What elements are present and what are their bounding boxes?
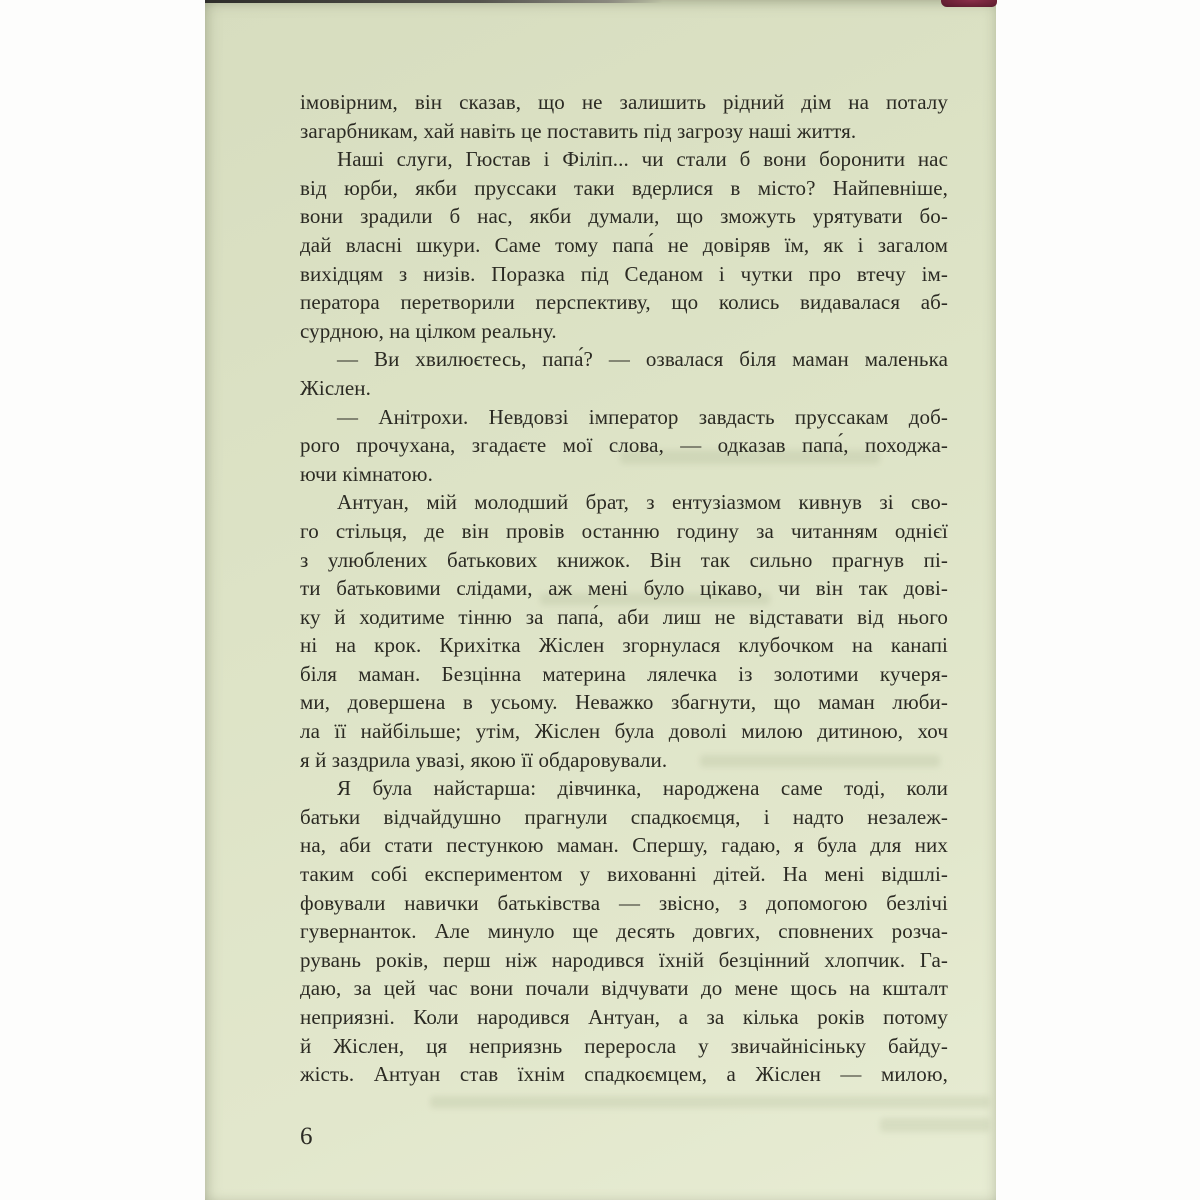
text-line: на, аби стати пестункою маман. Спершу, гадаю, я була для них <box>300 833 948 858</box>
text-line: Антуан, мій молодший брат, з ентузіазмом кивнув зі сво- <box>337 490 948 515</box>
text-line: го стільця, де він провів останню годину за читанням однієї <box>300 518 948 543</box>
text-line: ла її найбільше; утім, Жіслен була доволі милою дитиною, хоч <box>300 719 948 744</box>
text-line: вони зрадили б нас, якби думали, що зможуть урятувати бо- <box>300 204 948 229</box>
text-line: таким собі експериментом у вихованні дітей. На мені відшлі- <box>300 862 948 887</box>
text-line: — Ви хвилюєтесь, папа́? — озвалася біля маман маленька <box>337 347 948 372</box>
text-line: даю, за цей час вони почали відчувати до мене щось на кшталт <box>300 976 948 1001</box>
text-line: ючи кімнатою. <box>300 461 433 486</box>
text-block <box>300 88 948 1089</box>
text-line: Жіслен. <box>300 375 371 400</box>
text-line: Наші слуги, Гюстав і Філіп... чи стали б вони боронити нас <box>337 147 948 172</box>
text-line: біля маман. Безцінна материна лялечка із золотими кучеря- <box>300 661 948 686</box>
text-line: батьки відчайдушно прагнули спадкоємця, і надто незалеж- <box>300 804 948 829</box>
text-line: від юрби, якби пруссаки таки вдерлися в місто? Найпевніше, <box>300 175 948 200</box>
text-line: я й заздрила увазі, якою її обдаровували. <box>300 747 668 772</box>
text-line: дай власні шкури. Саме тому папа́ не довіряв їм, як і загалом <box>300 232 948 257</box>
text-line: ку й ходитиме тінню за папа́, аби лиш не відставати від нього <box>300 604 948 629</box>
text-line: й Жіслен, ця неприязнь переросла у звичайнісіньку байду- <box>300 1033 948 1058</box>
show-through-smudge <box>430 1096 990 1108</box>
text-line: гувернанток. Але минуло ще десять довгих, сповнених розча- <box>300 919 948 944</box>
text-line: ператора перетворили перспективу, що колись видавалася аб- <box>300 290 948 315</box>
page-top-edge <box>205 0 663 3</box>
text-line: ні на крок. Крихітка Жіслен згорнулася клубочком на канапі <box>300 633 948 658</box>
book-page <box>205 0 996 1200</box>
show-through-smudge <box>880 1118 990 1132</box>
text-line: ти батьковими слідами, аж мені було цікаво, чи він так дові- <box>300 576 948 601</box>
text-line: неприязні. Коли народився Антуан, а за кілька років потому <box>300 1005 948 1029</box>
text-line: Я була найстарша: дівчинка, народжена саме тоді, коли <box>337 776 948 801</box>
text-line: фовували навички батьківства — звісно, з допомогою безлічі <box>300 890 948 915</box>
text-line: з улюблених батькових книжок. Він так сильно прагнув пі- <box>300 547 948 572</box>
text-line: сурдною, на цілком реальну. <box>300 318 557 343</box>
text-line: рого прочухана, згадаєте мої слова, — одказав папа́, походжа- <box>300 433 948 458</box>
page-number: 6 <box>300 1123 313 1150</box>
text-line: — Анітрохи. Невдовзі імператор завдасть пруссакам доб- <box>337 404 948 429</box>
text-line: ми, довершена в усьому. Неважко збагнути, що маман люби- <box>300 690 948 715</box>
text-line: жість. Антуан став їхнім спадкоємцем, а Жіслен — милою, <box>300 1062 948 1087</box>
text-line: загарбникам, хай навіть це поставить під загрозу наші життя. <box>300 118 857 143</box>
book-cover-sliver <box>941 0 997 7</box>
text-line: імовірним, він сказав, що не залишить рідний дім на поталу <box>300 90 948 114</box>
text-line: вихідцям з низів. Поразка під Седаном і чутки про втечу ім- <box>300 261 948 286</box>
text-line: рувань років, перш ніж народився їхній безцінний хлопчик. Га- <box>300 947 948 972</box>
